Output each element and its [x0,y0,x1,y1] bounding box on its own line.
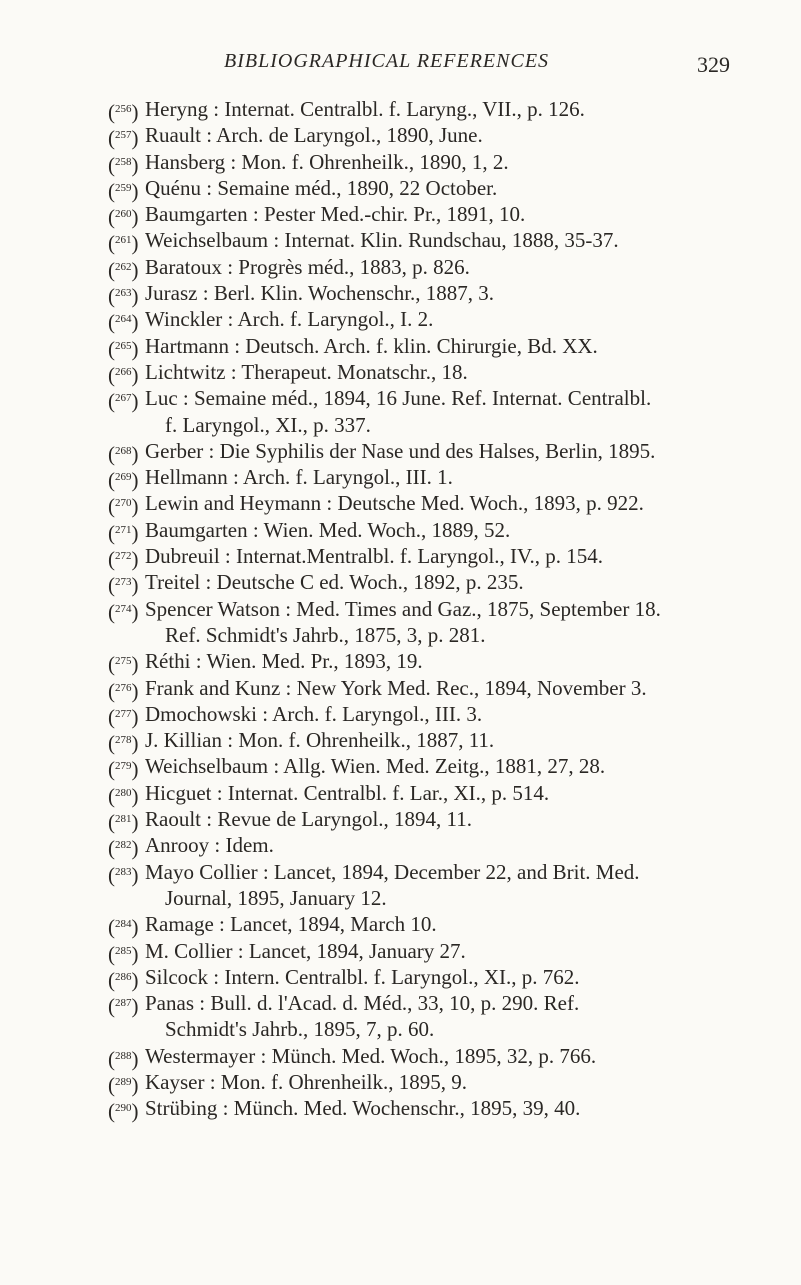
reference-text: Weichselbaum : Allg. Wien. Med. Zeitg., 1881, 27, 28. [145,754,606,779]
reference-text: Raoult : Revue de Laryngol., 1894, 11. [145,807,472,832]
reference-entry [108,122,788,151]
reference-entry [108,201,788,230]
reference-number: ($^{281}$) [108,810,139,835]
reference-entry [108,543,788,572]
reference-number: ($^{267}$) [108,389,139,414]
reference-number: ($^{261}$) [108,231,139,256]
reference-number: ($^{279}$) [108,757,139,782]
reference-number: ($^{260}$) [108,205,139,230]
reference-entry [108,254,788,280]
reference-entry [108,701,788,727]
reference-number: ($^{258}$) [108,152,139,177]
reference-entry [108,490,788,519]
reference-number: ($^{284}$) [108,915,139,940]
reference-entry [108,517,788,543]
reference-number: ($^{285}$) [108,941,139,966]
reference-number: ($^{274}$) [108,599,139,624]
reference-number: ($^{265}$) [108,336,139,361]
reference-continuation: Journal, 1895, January 12. [165,885,387,910]
reference-number: ($^{271}$) [108,520,139,545]
reference-text: Dubreuil : Internat.Mentralbl. f. Laryngol., IV., p. 154. [145,544,604,569]
reference-text: Lichtwitz : Therapeut. Monatschr., 18. [145,359,468,384]
reference-text: Kayser : Mon. f. Ohrenheilk., 1895, 9. [145,1069,467,1094]
reference-text: Gerber : Die Syphilis der Nase und des Halses, Berlin, 1895. [145,438,656,463]
reference-text: Hellmann : Arch. f. Laryngol., III. 1. [145,465,453,490]
reference-number: ($^{266}$) [108,362,139,387]
reference-text: Silcock : Intern. Centralbl. f. Laryngol., XI., p. 762. [145,964,580,989]
reference-number: ($^{286}$) [108,967,139,992]
reference-number: ($^{283}$) [108,862,139,887]
reference-entry [108,306,788,335]
reference-text: Lewin and Heymann : Deutsche Med. Woch., 1893, p. 922. [145,491,644,516]
reference-number: ($^{288}$) [108,1046,139,1071]
reference-entry [108,149,788,175]
reference-text: Réthi : Wien. Med. Pr., 1893, 19. [145,649,423,674]
reference-number: ($^{290}$) [108,1099,139,1124]
reference-text: Hansberg : Mon. f. Ohrenheilk., 1890, 1, 2. [145,149,509,174]
reference-text: Winckler : Arch. f. Laryngol., I. 2. [145,307,434,332]
reference-number: ($^{270}$) [108,494,139,519]
reference-text: Mayo Collier : Lancet, 1894, December 22, and Brit. Med. [145,859,640,884]
reference-entry [108,333,788,359]
reference-entry [108,1095,788,1124]
reference-number: ($^{259}$) [108,178,139,203]
reference-continuation: Ref. Schmidt's Jahrb., 1875, 3, p. 281. [165,622,486,647]
reference-text: J. Killian : Mon. f. Ohrenheilk., 1887, 11. [145,728,495,753]
reference-entry [108,964,788,990]
reference-entry [108,596,788,649]
reference-number: ($^{268}$) [108,441,139,466]
reference-text: Jurasz : Berl. Klin. Wochenschr., 1887, 3. [145,281,495,306]
reference-entry [108,648,788,677]
reference-entry [108,911,788,940]
reference-text: Heryng : Internat. Centralbl. f. Laryng., VII., p. 126. [145,97,585,121]
reference-text: M. Collier : Lancet, 1894, January 27. [145,938,466,963]
reference-text: Westermayer : Münch. Med. Woch., 1895, 32, p. 766. [145,1043,597,1068]
reference-number: ($^{287}$) [108,994,139,1019]
reference-entry [108,96,788,122]
reference-entry [108,569,788,598]
reference-number: ($^{276}$) [108,678,139,703]
reference-entry [108,464,788,493]
reference-entry [108,727,788,756]
reference-number: ($^{257}$) [108,126,139,151]
reference-text: Quénu : Semaine méd., 1890, 22 October. [145,175,498,200]
reference-entry [108,438,788,464]
reference-entry [108,359,788,385]
reference-entry [108,990,788,1043]
reference-continuation: f. Laryngol., XI., p. 337. [165,412,371,437]
reference-number: ($^{289}$) [108,1072,139,1097]
reference-entry [108,753,788,782]
reference-text: Treitel : Deutsche C ed. Woch., 1892, p. 235. [145,570,524,595]
reference-number: ($^{262}$) [108,257,139,282]
reference-number: ($^{277}$) [108,704,139,729]
reference-text: Hicguet : Internat. Centralbl. f. Lar., XI., p. 514. [145,780,550,805]
reference-entry [108,175,788,201]
reference-entry [108,227,788,256]
reference-text: Dmochowski : Arch. f. Laryngol., III. 3. [145,701,483,726]
reference-entry [108,280,788,309]
reference-text: Hartmann : Deutsch. Arch. f. klin. Chirurgie, Bd. XX. [145,333,598,358]
reference-number: ($^{273}$) [108,573,139,598]
page-header [0,44,801,77]
reference-number: ($^{278}$) [108,731,139,756]
reference-text: Baratoux : Progrès méd., 1883, p. 826. [145,254,470,279]
reference-text: Baumgarten : Wien. Med. Woch., 1889, 52. [145,517,511,542]
reference-entry [108,1043,788,1069]
reference-text: Anrooy : Idem. [145,833,274,858]
reference-entry [108,938,788,964]
reference-continuation: Schmidt's Jahrb., 1895, 7, p. 60. [165,1017,435,1042]
reference-number: ($^{264}$) [108,310,139,335]
reference-entry [108,385,788,438]
reference-entry [108,832,788,861]
reference-number: ($^{263}$) [108,284,139,309]
reference-text: Strübing : Münch. Med. Wochenschr., 1895, 39, 40. [145,1096,581,1121]
running-title: BIBLIOGRAPHICAL REFERENCES [224,50,550,72]
reference-entry [108,780,788,806]
reference-text: Weichselbaum : Internat. Klin. Rundschau, 1888, 35-37. [145,228,619,253]
reference-number: ($^{272}$) [108,547,139,572]
reference-text: Ruault : Arch. de Laryngol., 1890, June. [145,123,483,148]
page-number: 329 [697,52,730,77]
reference-text: Spencer Watson : Med. Times and Gaz., 1875, September 18. [145,596,661,621]
reference-text: Panas : Bull. d. l'Acad. d. Méd., 33, 10, p. 290. Ref. [145,991,580,1016]
reference-number: ($^{275}$) [108,652,139,677]
reference-text: Frank and Kunz : New York Med. Rec., 1894, November 3. [145,675,647,700]
reference-number: ($^{282}$) [108,836,139,861]
reference-text: Baumgarten : Pester Med.-chir. Pr., 1891, 10. [145,202,526,227]
reference-number: ($^{280}$) [108,783,139,808]
reference-entry [108,859,788,912]
reference-entry [108,1069,788,1095]
reference-text: Ramage : Lancet, 1894, March 10. [145,912,437,937]
reference-text: Luc : Semaine méd., 1894, 16 June. Ref. Internat. Centralbl. [145,386,652,411]
reference-number: ($^{269}$) [108,468,139,493]
reference-entry [108,806,788,835]
reference-list [108,96,788,1122]
reference-number: ($^{256}$) [108,100,139,124]
reference-entry [108,675,788,701]
